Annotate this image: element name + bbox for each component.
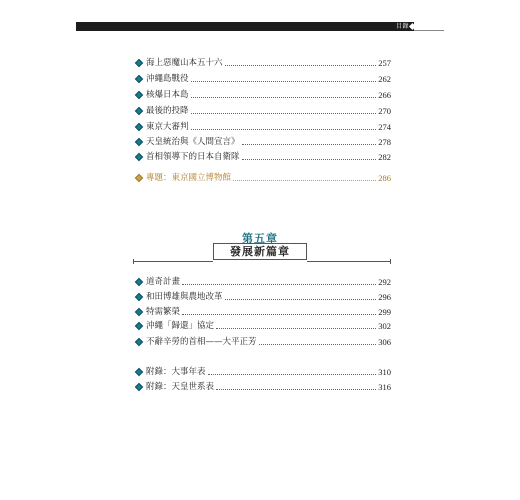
toc-entry[interactable] xyxy=(135,319,391,333)
diamond-bullet-icon xyxy=(135,174,143,182)
toc-entry-title: 首相領導下的日本自衛隊 xyxy=(146,152,240,162)
toc-entry-title: 道奇計畫 xyxy=(146,277,181,287)
dot-leader xyxy=(182,314,376,315)
dot-leader xyxy=(233,180,376,181)
chapter-rule-left xyxy=(133,261,213,262)
toc-entry-title: 天皇統治與《人間宣言》 xyxy=(146,137,240,147)
chapter-title: 發展新篇章 xyxy=(213,243,307,260)
toc-entry-title: 特需繁榮 xyxy=(146,307,181,317)
dot-leader xyxy=(242,159,377,160)
toc-entry-title: 東京大審判 xyxy=(146,122,189,132)
toc-entry-title: 海上惡魔山本五十六 xyxy=(146,58,223,68)
header-rule xyxy=(414,30,444,31)
toc-entry-page: 266 xyxy=(378,90,391,100)
toc-entry[interactable] xyxy=(135,120,391,134)
dot-leader xyxy=(216,328,376,329)
dot-leader xyxy=(191,97,377,98)
toc-entry-title: 附錄：天皇世系表 xyxy=(146,382,215,392)
toc-entry[interactable] xyxy=(135,135,391,149)
chapter-number: 第五章 xyxy=(242,232,278,245)
toc-entry[interactable] xyxy=(135,72,391,86)
diamond-bullet-icon xyxy=(135,59,143,67)
header-bar xyxy=(76,22,414,31)
toc-entry-page: 299 xyxy=(378,307,391,317)
toc-entry[interactable] xyxy=(135,275,391,289)
dot-leader xyxy=(216,389,376,390)
dot-leader xyxy=(225,65,377,66)
dot-leader xyxy=(225,299,377,300)
diamond-bullet-icon xyxy=(135,383,143,391)
diamond-bullet-icon xyxy=(135,138,143,146)
toc-entry-title: 專題：東京國立博物館 xyxy=(146,173,232,183)
chapter-rule-right xyxy=(307,261,391,262)
dot-leader xyxy=(191,129,377,130)
diamond-bullet-icon xyxy=(135,322,143,330)
diamond-bullet-icon xyxy=(135,338,143,346)
toc-entry[interactable] xyxy=(135,104,391,118)
toc-appendix-entry[interactable] xyxy=(135,380,391,394)
toc-entry-page: 310 xyxy=(378,367,391,377)
toc-entry-title: 最後的投降 xyxy=(146,106,189,116)
toc-entry[interactable] xyxy=(135,290,391,304)
toc-entry-page: 316 xyxy=(378,382,391,392)
diamond-bullet-icon xyxy=(135,368,143,376)
toc-entry-page: 274 xyxy=(378,122,391,132)
dot-leader xyxy=(191,81,377,82)
toc-entry-page: 282 xyxy=(378,152,391,162)
toc-appendix-entry[interactable] xyxy=(135,365,391,379)
diamond-bullet-icon xyxy=(135,308,143,316)
toc-entry-title: 附錄：大事年表 xyxy=(146,367,206,377)
dot-leader xyxy=(182,284,376,285)
toc-entry-page: 262 xyxy=(378,74,391,84)
diamond-bullet-icon xyxy=(135,75,143,83)
toc-entry-page: 270 xyxy=(378,106,391,116)
toc-entry-page: 257 xyxy=(378,58,391,68)
diamond-bullet-icon xyxy=(135,293,143,301)
toc-entry-title: 沖繩島戰役 xyxy=(146,74,189,84)
toc-entry-page: 292 xyxy=(378,277,391,287)
diamond-bullet-icon xyxy=(135,153,143,161)
toc-entry[interactable] xyxy=(135,56,391,70)
dot-leader xyxy=(208,374,377,375)
toc-entry-title: 沖繩「歸還」協定 xyxy=(146,321,215,331)
diamond-bullet-icon xyxy=(135,278,143,286)
toc-special-entry[interactable] xyxy=(135,171,391,185)
toc-entry-page: 306 xyxy=(378,337,391,347)
toc-entry[interactable] xyxy=(135,88,391,102)
toc-entry-page: 278 xyxy=(378,137,391,147)
diamond-bullet-icon xyxy=(135,107,143,115)
toc-entry-title: 不辭辛勞的首相——大平正芳 xyxy=(146,337,257,347)
header-label: 目錄 xyxy=(396,23,410,30)
diamond-bullet-icon xyxy=(135,91,143,99)
diamond-bullet-icon xyxy=(135,123,143,131)
dot-leader xyxy=(259,344,377,345)
dot-leader xyxy=(242,144,377,145)
toc-entry-title: 核爆日本島 xyxy=(146,90,189,100)
toc-entry-title: 和田博雄與農地改革 xyxy=(146,292,223,302)
toc-entry-page: 302 xyxy=(378,321,391,331)
toc-entry[interactable] xyxy=(135,305,391,319)
toc-entry-page: 286 xyxy=(378,173,391,183)
toc-entry[interactable] xyxy=(135,335,391,349)
toc-entry[interactable] xyxy=(135,150,391,164)
toc-entry-page: 296 xyxy=(378,292,391,302)
dot-leader xyxy=(191,113,377,114)
